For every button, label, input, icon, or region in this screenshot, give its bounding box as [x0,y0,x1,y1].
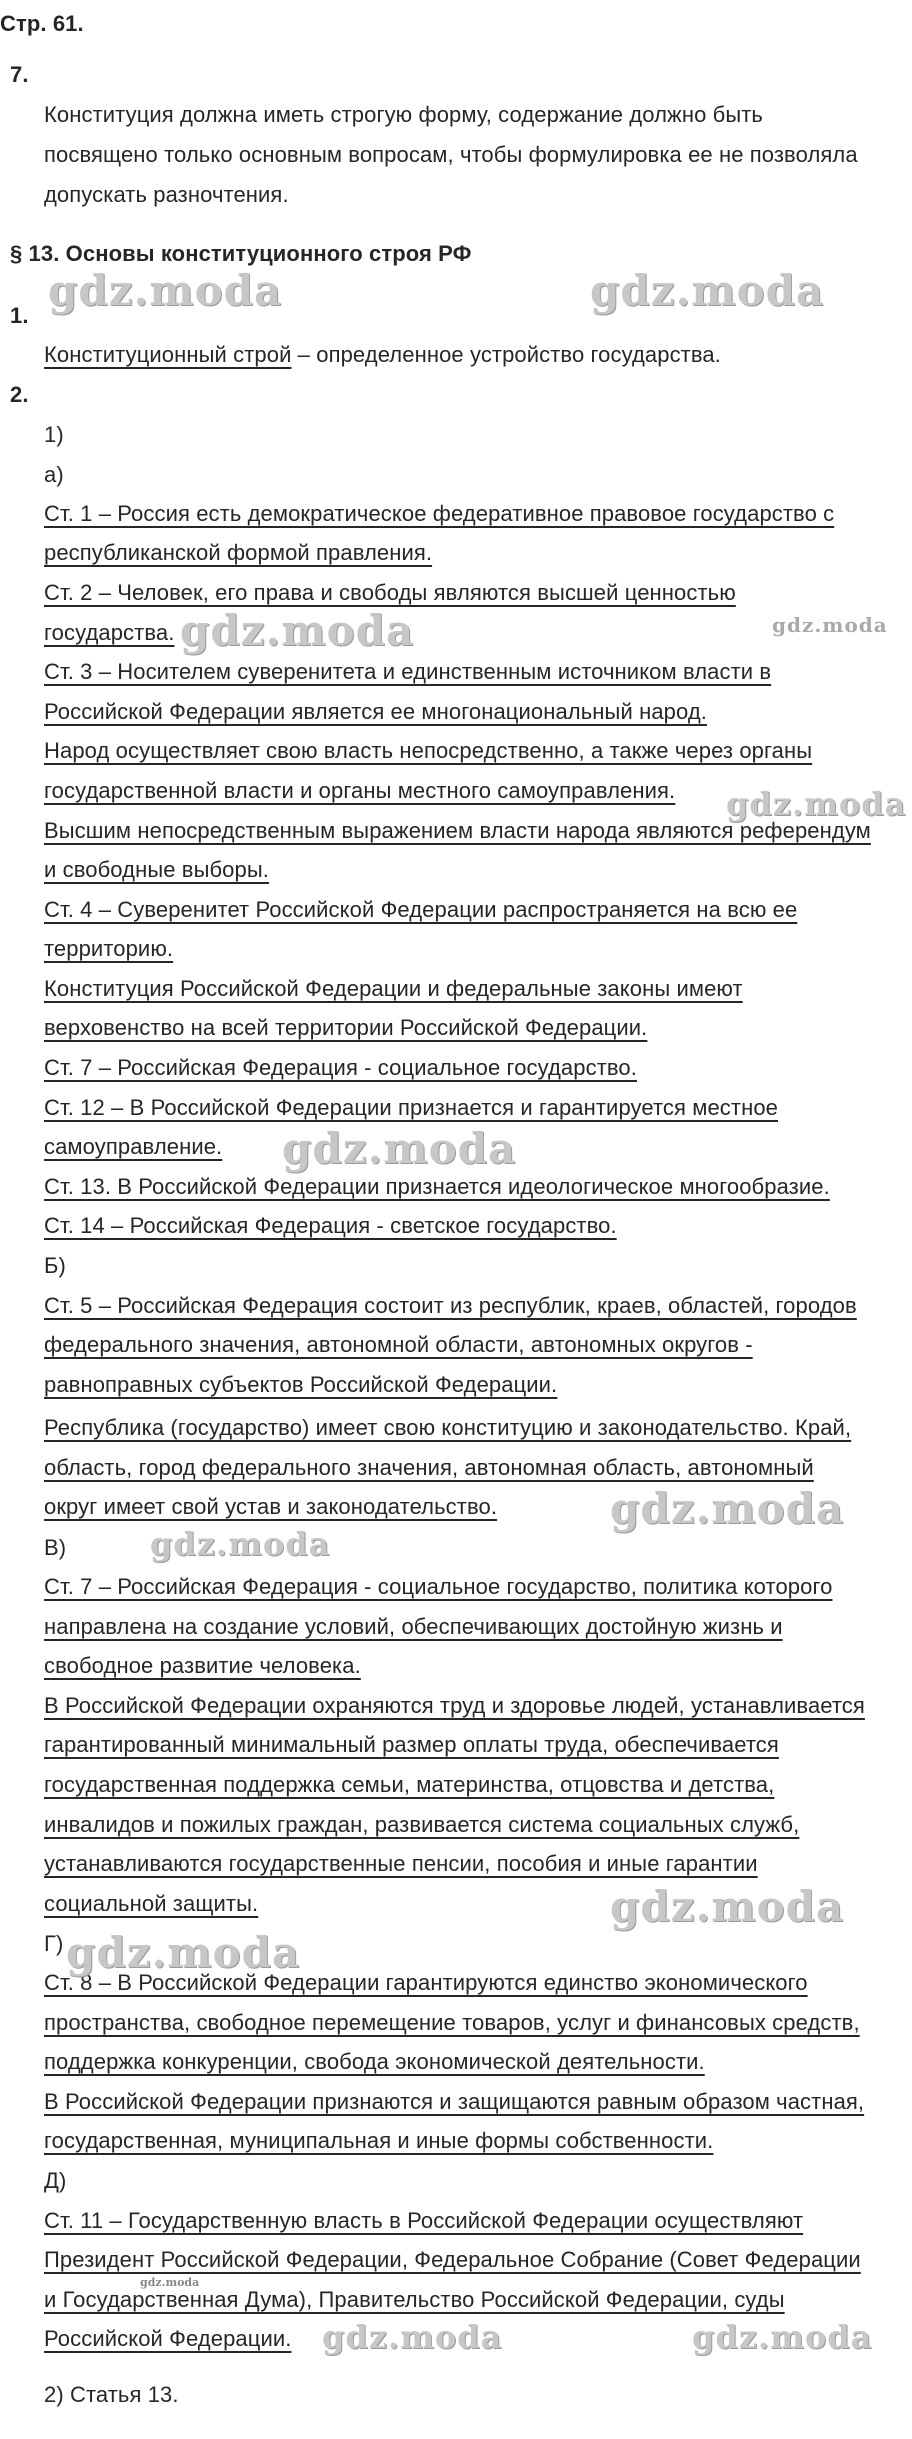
q2-a-line: Ст. 1 – Россия есть демократическое федеративное правовое государство с [44,501,835,526]
q2-v-line: В Российской Федерации охраняются труд и здоровье людей, устанавливается [44,1693,865,1718]
q2-item-1: 1) [44,422,64,447]
q2-a-line: верховенство на всей территории Российской Федерации. [44,1015,648,1040]
q2-g-line: государственная, муниципальная и иные формы собственности. [44,2128,714,2153]
q2-a-label: а) [44,462,64,487]
page-number: Стр. 61. [0,11,84,36]
watermark-logo: gdz.moda [48,266,283,315]
watermark-logo: gdz.moda [66,1928,301,1977]
question-7-number: 7. [10,62,29,87]
q2-g-line: В Российской Федерации признаются и защищаются равным образом частная, [44,2089,865,2114]
watermark-logo: gdz.moda [692,2318,873,2356]
question-1-number: 1. [10,303,29,328]
q2-v-line: гарантированный минимальный размер оплаты труда, обеспечивается [44,1732,779,1757]
q2-a-line: Российской Федерации является ее многонациональный народ. [44,699,707,724]
q2-v-line: Ст. 7 – Российская Федерация - социальное государство, политика которого [44,1574,833,1599]
q2-v-line: устанавливаются государственные пенсии, пособия и иные гарантии [44,1851,758,1876]
q2-b-line: округ имеет свой устав и законодательство. [44,1494,498,1519]
q2-v-label: В) [44,1535,67,1560]
q2-a-line: Ст. 12 – В Российской Федерации признается и гарантируется местное [44,1095,778,1120]
q2-a-line: Ст. 7 – Российская Федерация - социальное государство. [44,1055,637,1080]
q2-g-line: поддержка конкуренции, свобода экономической деятельности. [44,2049,705,2074]
watermark-logo: gdz.moda [282,1124,517,1173]
watermark-logo: gdz.moda [610,1484,845,1533]
q2-d-line: и Государственная Дума), Правительство Российской Федерации, суды [44,2287,785,2312]
q2-v-line: государственная поддержка семьи, материнства, отцовства и детства, [44,1772,775,1797]
q1-definition: – определенное устройство государства. [291,342,721,367]
q2-a-line: государства. [44,620,175,645]
watermark-logo: gdz.moda [140,2276,200,2289]
q1-term: Конституционный строй [44,342,292,367]
q7-line: посвящено только основным вопросам, чтобы формулировка ее не позволяла [44,142,858,167]
q2-a-line: и свободные выборы. [44,857,269,882]
q2-a-line: Ст. 13. В Российской Федерации признается идеологическое многообразие. [44,1174,830,1199]
q2-a-line: Народ осуществляет свою власть непосредственно, а также через органы [44,738,813,763]
q2-d-line: Ст. 11 – Государственную власть в Российской Федерации осуществляют [44,2208,804,2233]
q2-v-line: свободное развитие человека. [44,1653,361,1678]
q2-a-line: территорию. [44,936,174,961]
q2-a-line: Ст. 4 – Суверенитет Российской Федерации распространяется на всю ее [44,897,798,922]
q2-a-line: республиканской формой правления. [44,540,433,565]
watermark-logo: gdz.moda [322,2318,503,2356]
q2-a-line: Конституция Российской Федерации и федеральные законы имеют [44,976,743,1001]
q2-b-line: равноправных субъектов Российской Федерации. [44,1372,558,1397]
q2-a-line: Ст. 14 – Российская Федерация - светское государство. [44,1213,617,1238]
q7-line: допускать разночтения. [44,182,289,207]
watermark-logo: gdz.moda [180,606,415,655]
watermark-logo: gdz.moda [610,1882,845,1931]
q2-b-line: федерального значения, автономной области, автономных округов - [44,1332,753,1357]
q2-g-label: Г) [44,1931,64,1956]
q2-b-label: Б) [44,1253,66,1278]
q2-b-line: область, город федерального значения, автономная область, автономный [44,1455,814,1480]
q2-a-line: Высшим непосредственным выражением власти народа являются референдум [44,818,871,843]
q2-item-2: 2) Статья 13. [44,2382,179,2407]
q2-a-line: Ст. 2 – Человек, его права и свободы являются высшей ценностью [44,580,736,605]
q2-v-line: социальной защиты. [44,1891,259,1916]
q2-g-line: Ст. 8 – В Российской Федерации гарантируются единство экономического [44,1970,808,1995]
watermark-logo: gdz.moda [772,613,888,637]
q2-b-line: Ст. 5 – Российская Федерация состоит из республик, краев, областей, городов [44,1293,857,1318]
q2-d-label: Д) [44,2168,67,2193]
q2-a-line: самоуправление. [44,1134,223,1159]
q2-a-line: Ст. 3 – Носителем суверенитета и единственным источником власти в [44,659,772,684]
watermark-logo: gdz.moda [150,1525,331,1563]
q2-g-line: пространства, свободное перемещение товаров, услуг и финансовых средств, [44,2010,860,2035]
q2-d-line: Российской Федерации. [44,2326,292,2351]
q7-line: Конституция должна иметь строгую форму, содержание должно быть [44,102,763,127]
q2-b-line: Республика (государство) имеет свою конституцию и законодательство. Край, [44,1415,852,1440]
q2-v-line: инвалидов и пожилых граждан, развивается система социальных служб, [44,1812,800,1837]
q2-d-line: Президент Российской Федерации, Федеральное Собрание (Совет Федерации [44,2247,861,2272]
watermark-logo: gdz.moda [726,785,907,823]
watermark-logo: gdz.moda [590,266,825,315]
section-title: § 13. Основы конституционного строя РФ [10,241,472,266]
q2-a-line: государственной власти и органы местного самоуправления. [44,778,676,803]
q1-answer [44,340,721,370]
q2-v-line: направлена на создание условий, обеспечивающих достойную жизнь и [44,1614,783,1639]
question-2-number: 2. [10,382,29,407]
